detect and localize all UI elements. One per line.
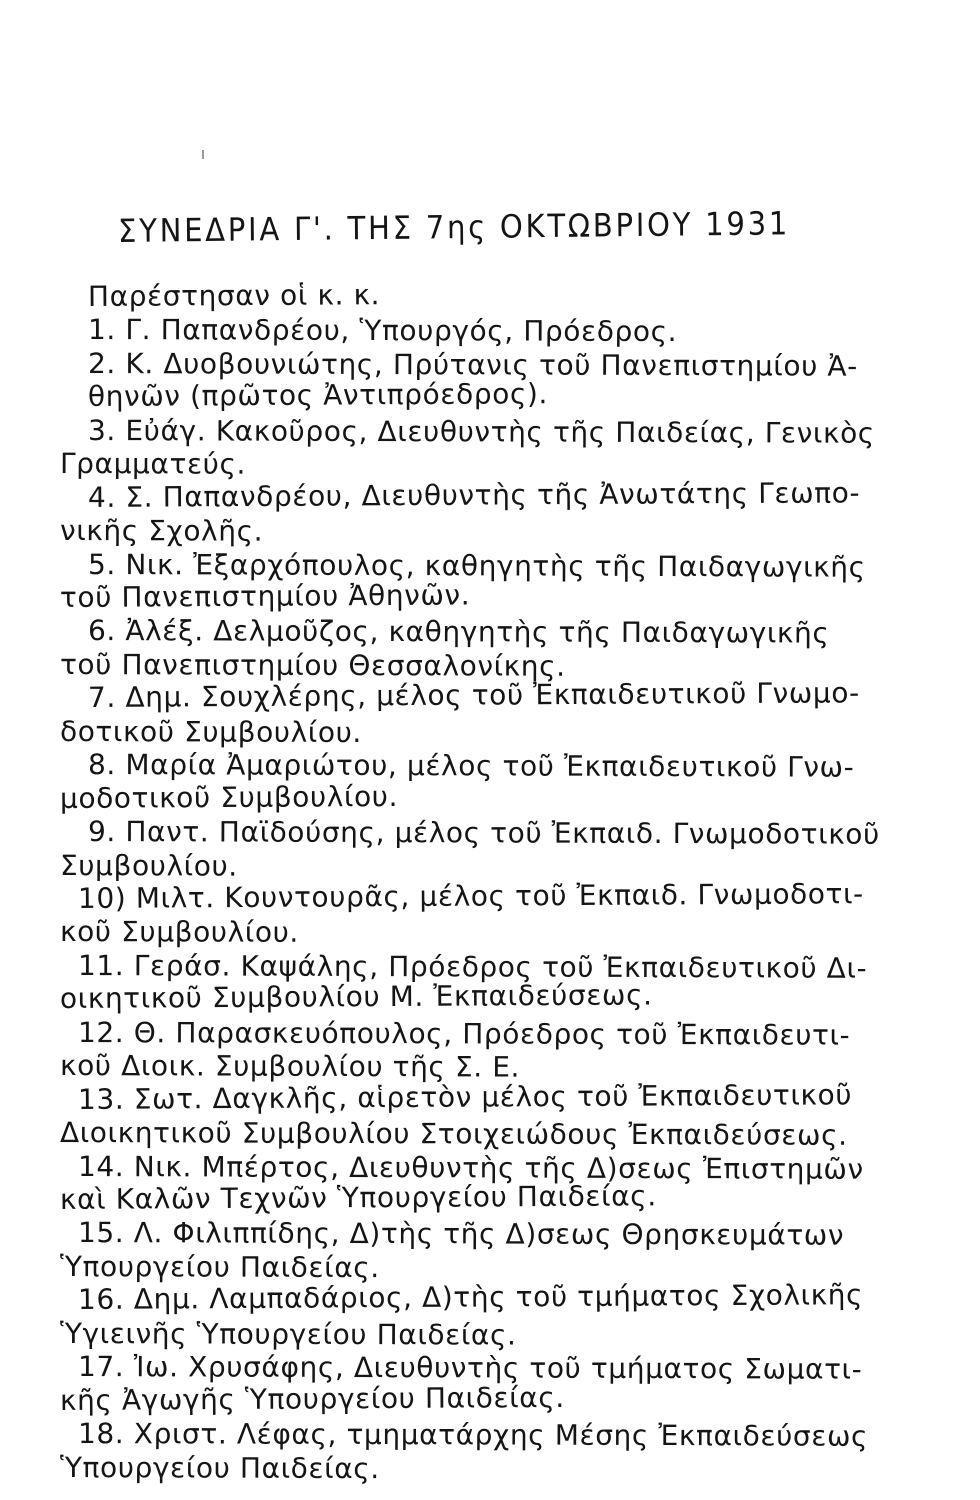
- text-line: κοῦ Συμβουλίου.: [59, 915, 299, 949]
- text-line: 9. Παντ. Παϊδούσης, μέλος τοῦ Ἐκπαιδ. Γνωμοδοτικοῦ: [87, 815, 880, 851]
- text-line: θηνῶν (πρῶτος Ἀντιπρόεδρος).: [87, 377, 549, 413]
- text-line: 6. Ἀλέξ. Δελμοῦζος, καθηγητὴς τῆς Παιδαγωγικῆς: [87, 614, 830, 650]
- text-line: 13. Σωτ. Δαγκλῆς, αἱρετὸν μέλος τοῦ Ἐκπαιδευτικοῦ: [77, 1078, 853, 1116]
- text-line: νικῆς Σχολῆς.: [59, 514, 264, 548]
- text-line: 7. Δημ. Σουχλέρης, μέλος τοῦ Ἐκπαιδευτικοῦ Γνωμο-: [87, 676, 860, 714]
- text-line: 4. Σ. Παπανδρέου, Διευθυντὴς τῆς Ἀνωτάτης Γεωπο-: [87, 476, 861, 514]
- text-line: 17. Ἰω. Χρυσάφης, Διευθυντὴς τοῦ τμήματος Σωματι-: [77, 1350, 863, 1386]
- text-line: δοτικοῦ Συμβουλίου.: [59, 715, 362, 750]
- text-line: 1. Γ. Παπανδρέου, Ὑπουργός, Πρόεδρος.: [87, 313, 678, 349]
- text-line: 10) Μιλτ. Κουντουρᾶς, μέλος τοῦ Ἐκπαιδ. Γνωμοδοτι-: [77, 877, 864, 915]
- text-line: 2. Κ. Δυοβουνιώτης, Πρύτανις τοῦ Πανεπιστημίου Ἀ-: [87, 347, 858, 383]
- text-line: 12. Θ. Παρασκευόπουλος, Πρόεδρος τοῦ Ἐκπαιδευτι-: [77, 1016, 851, 1052]
- text-line: 11. Γεράσ. Καψάλης, Πρόεδρος τοῦ Ἐκπαιδευτικοῦ Δι-: [77, 949, 868, 985]
- intro-line: Παρέστησαν οἱ κ. κ.: [87, 278, 381, 313]
- text-line: Ὑπουργείου Παιδείας.: [59, 1451, 380, 1486]
- text-line: 8. Μαρία Ἀμαριώτου, μέλος τοῦ Ἐκπαιδευτικοῦ Γνω-: [87, 748, 855, 784]
- text-line: Γραμματεύς.: [59, 447, 247, 481]
- text-line: οικητικοῦ Συμβουλίου Μ. Ἐκπαιδεύσεως.: [59, 978, 653, 1015]
- text-line: 18. Χριστ. Λέφας, τμηματάρχης Μέσης Ἐκπαιδεύσεως: [77, 1417, 869, 1453]
- text-line: τοῦ Πανεπιστημίου Ἀθηνῶν.: [59, 578, 471, 614]
- text-line: 15. Λ. Φιλιππίδης, Δ)τὴς τῆς Δ)σεως Θρησκευμάτων: [77, 1216, 845, 1252]
- text-line: Ὑγιεινῆς Ὑπουργείου Παιδείας.: [59, 1317, 517, 1352]
- text-line: 14. Νικ. Μπέρτος, Διευθυντὴς τῆς Δ)σεως Ἐπιστημῶν: [77, 1150, 864, 1186]
- text-line: καὶ Καλῶν Τεχνῶν Ὑπουργείου Παιδείας.: [59, 1179, 657, 1216]
- text-line: Συμβουλίου.: [59, 849, 238, 883]
- text-line: 5. Νικ. Ἐξαρχόπουλος, καθηγητὴς τῆς Παιδαγωγικῆς: [87, 548, 866, 584]
- text-line: 3. Εὐάγ. Κακοῦρος, Διευθυντὴς τῆς Παιδείας, Γενικὸς: [87, 414, 875, 450]
- text-line: Διοικητικοῦ Συμβουλίου Στοιχειώδους Ἐκπαιδεύσεως.: [59, 1116, 848, 1152]
- session-heading: ΣΥΝΕΔΡΙΑ Γ'. ΤΗΣ 7ης ΟΚΤΩΒΡΙΟΥ 1931: [117, 204, 791, 250]
- text-line: μοδοτικοῦ Συμβουλίου.: [59, 779, 399, 815]
- text-line: τοῦ Πανεπιστημίου Θεσσαλονίκης.: [59, 648, 566, 683]
- text-line: κῆς Ἀγωγῆς Ὑπουργείου Παιδείας.: [59, 1380, 565, 1417]
- text-line: 16. Δημ. Λαμπαδάριος, Δ)τὴς τοῦ τμήματος Σχολικῆς: [77, 1278, 864, 1316]
- text-line: Ὑπουργείου Παιδείας.: [59, 1250, 380, 1285]
- text-line: κοῦ Διοικ. Συμβουλίου τῆς Σ. Ε.: [59, 1049, 521, 1084]
